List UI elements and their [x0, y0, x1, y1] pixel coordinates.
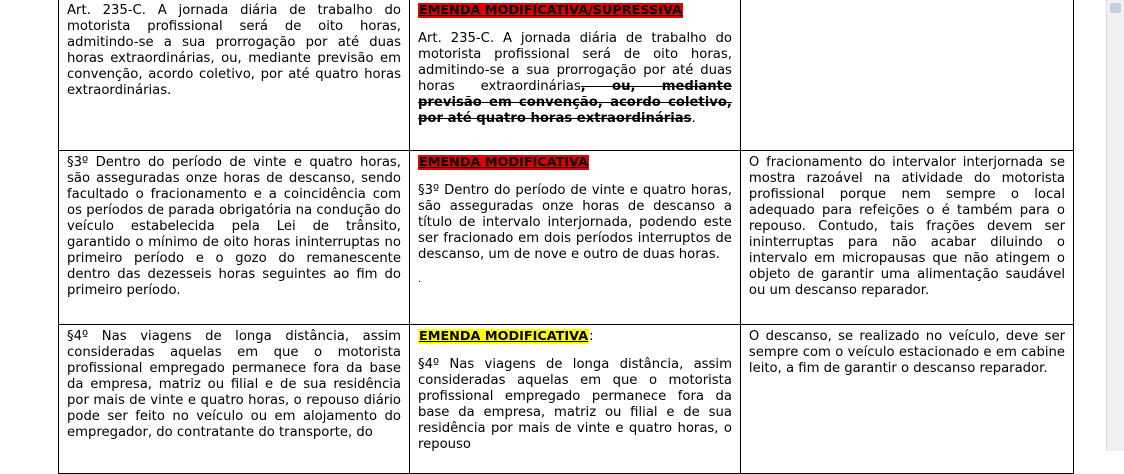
original-text-cell: [59, 325, 410, 474]
amendment-text: [418, 31, 732, 127]
amendment-tag-suffix: :: [589, 329, 594, 344]
justification-cell: [740, 325, 1073, 474]
justification-cell: [740, 0, 1073, 151]
original-text-cell: [59, 0, 410, 151]
amendment-text: §3º Dentro do período de vinte e quatro horas, são asseguradas onze horas de descanso a título de intervalo interjornada, podendo este ser fracionado em dois períodos interruptos de descanso, um de nove e outro de duas horas.: [417, 183, 732, 262]
original-text: Art. 235-C. A jornada diária de trabalho do motorista profissional será de oito horas, admitindo-se a sua prorrogação por até duas horas extraordinárias, ou, mediante previsão em convenção, acordo coletivo, por até quatro horas extraordinárias.: [67, 3, 401, 98]
amendment-cell: [409, 151, 740, 325]
amendment-struck-text: , ou, mediante previsão em convenção, acordo coletivo, por até quatro horas extraordinárias: [417, 79, 732, 126]
vertical-scrollbar[interactable]: [1106, 0, 1124, 451]
table-row: [59, 0, 1074, 151]
amendment-table: [58, 0, 1074, 474]
amendment-kept-text: Art. 235-C. A jornada diária de trabalho do motorista profissional será de oito horas, admitindo-se a sua prorrogação por até duas horas extraordinárias: [417, 31, 732, 94]
justification-cell: [740, 151, 1073, 325]
original-text: §4º Nas viagens de longa distância, assim consideradas aquelas em que o motorista profissional empregado permanece fora da base da empresa, matriz ou filial e de sua residência por mais de vinte e quatro horas, o repouso diário pode ser feito no veículo ou em alojamento do empregador, do contratante do transporte, do: [67, 329, 401, 440]
amendment-text: §4º Nas viagens de longa distância, assim consideradas aquelas em que o motorista profissional empregado permanece fora da base da empresa, matriz ou filial e de sua residência por mais de vinte e quatro horas, o repouso: [417, 357, 732, 452]
original-text-cell: [59, 151, 410, 325]
table-row: [59, 325, 1074, 474]
amendment-cell: [409, 325, 740, 474]
amendment-tag: EMENDA MODIFICATIVA: [418, 155, 589, 170]
justification-text: O fracionamento do intervalor interjornada se mostra razoável na atividade do motorista profissional porque nem sempre o local adequado para refeições o é também para o repouso. Contudo, tais frações devem ser ininterruptas para não acabar diluindo o intervalo em micropausas que não atingem o objeto de garantir uma alimentação saudável ou um descanso reparador.: [748, 155, 1065, 298]
amendment-cell: [409, 0, 740, 151]
amendment-end-text: .: [691, 111, 696, 126]
amendment-tag: EMENDA MODIFICATIVA: [418, 329, 589, 344]
justification-text: O descanso, se realizado no veículo, deve ser sempre com o veículo estacionado e em cabine leito, a fim de garantir o descanso reparador.: [748, 329, 1065, 376]
original-text: §3º Dentro do período de vinte e quatro horas, são asseguradas onze horas de descanso, sendo facultado o fracionamento e a coincidência com os períodos de parada obrigatória na condução do veículo estabelecida pela Lei de trânsito, garantido o mínimo de oito horas ininterruptas no primeiro período e o gozo do remanescente dentro das dezesseis horas seguintes ao fim do primeiro período.: [67, 155, 401, 298]
table-row: [59, 151, 1074, 325]
stray-period: .: [417, 274, 422, 285]
amendment-tag: EMENDA MODIFICATIVA/SUPRESSIVA: [418, 3, 682, 18]
scrollbar-thumb[interactable]: [1110, 3, 1121, 13]
